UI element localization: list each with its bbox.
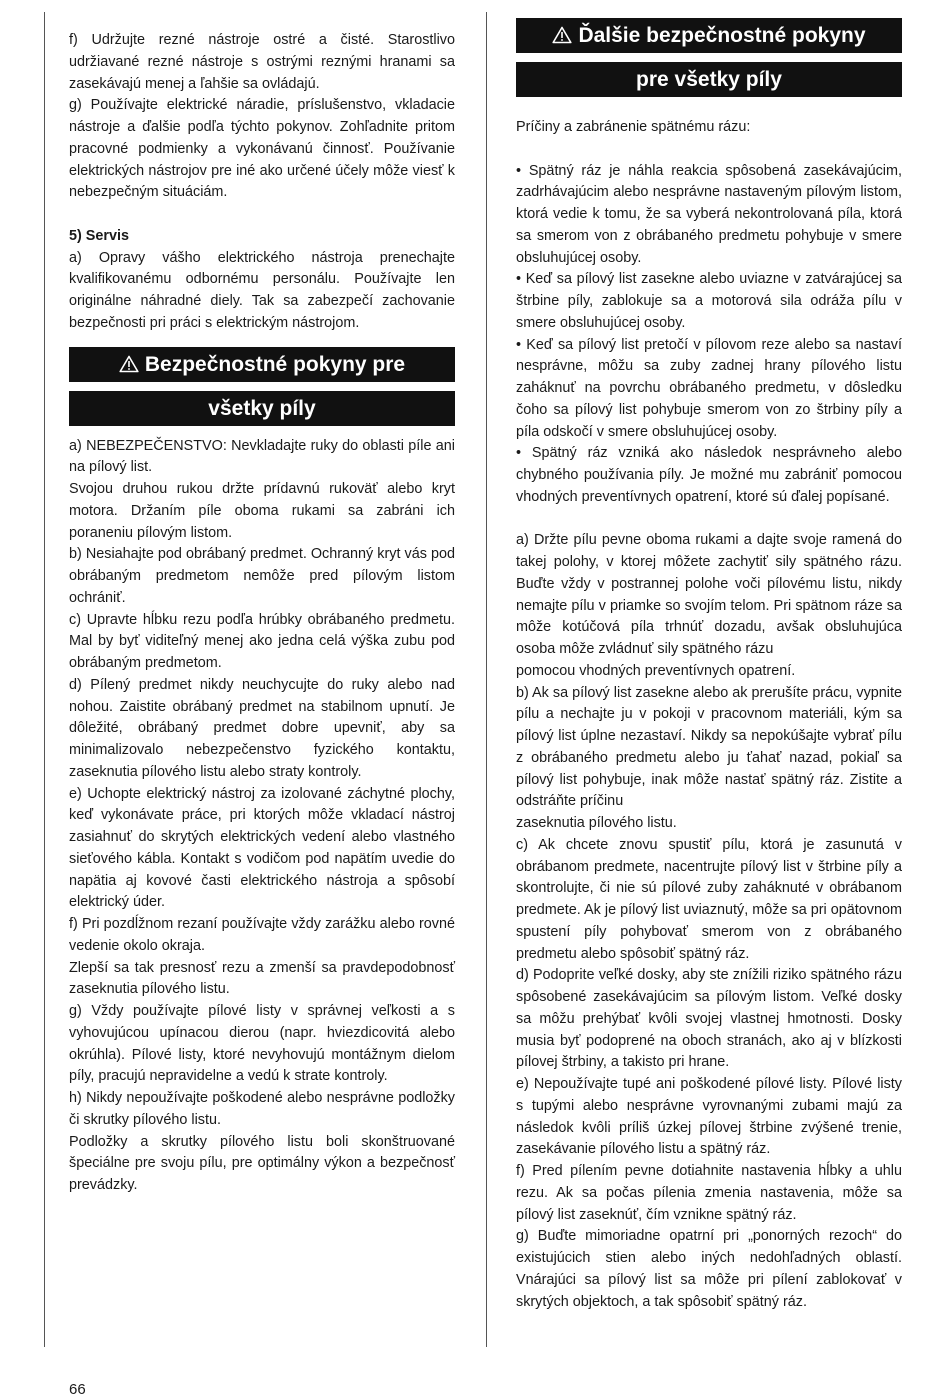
banner-line-1 [516,18,902,53]
paragraph: Svojou druhou rukou držte prídavnú rukoväť alebo kryt motora. Držaním píle oboma rukami sa zabráni ich poraneniu pílovým listom. [69,481,455,541]
paragraph: zaseknutia pílového listu. [516,815,677,831]
paragraph: g) Vždy používajte pílové listy v správnej veľkosti a s vyhovujúcou upínacou dierou (napr. hviezdicovitá alebo okrúhla). Pílové listy, ktoré nevyhovujú montážnym dielom píly, pracujú nepravidelne a vedú k strate kontroly. [69,1003,455,1085]
paragraph: f) Udržujte rezné nástroje ostré a čisté. Starostlivo udržiavané rezné nástroje s ostrými reznými hranami sa zasekávajú menej a ľahšie sa ovládajú. [69,32,455,92]
section-banner [69,347,455,426]
banner-line-2 [516,62,902,97]
paragraph: e) Nepoužívajte tupé ani poškodené pílové listy. Pílové listy s tupými alebo nesprávne vyrovnanými zubami majú za následok kvôli príliš úzkej pílovej štrbine zvýšené trenie, zasekávanie pílového listu a spätný ráz. [516,1076,902,1158]
bullet-item: • Keď sa pílový list pretočí v pílovom reze alebo sa nastaví nesprávne, môžu sa zuby zadnej hrany pílového listu zaháknuť na povrchu obrábaného predmetu, v dôsledku čoho sa pílový list pohybuje smerom von zo štrbiny píly a píla odskočí v smere obsluhujúcej osoby. [516,336,902,440]
intro-text: Príčiny a zabránenie spätnému rázu: [516,119,751,135]
bullet-item: • Spätný ráz vzniká ako následok nesprávneho alebo chybného používania píly. Je možné mu zabrániť pomocou vhodných preventívnych opatrení, ktoré sú ďalej popísané. [516,445,902,505]
bullet-item: • Spätný ráz je náhla reakcia spôsobená zasekávajúcim, zadrhávajúcim alebo nesprávne nastaveným pílovým listom, ktorá vedie k tomu, že sa vyberá nekontrolovaná píla, ktorá sa smerom von z obrábaného predmetu pohybuje v smere obsluhujúcej osoby. [516,162,902,266]
paragraph: d) Podoprite veľké dosky, aby ste znížili riziko spätného rázu spôsobené zasekávajúcim sa pílovým listom. Veľké dosky sa môžu prehýbať kvôli svojej vlastnej hmotnosti. Dosky musia byť podoprené na oboch stranách, ako aj v blízkosti pílovej štrbiny, a takisto pri hrane. [516,967,902,1071]
paragraph: c) Upravte hĺbku rezu podľa hrúbky obrábaného predmetu. Mal by byť viditeľný menej ako jedna celá výška zubu pod obrábaným predmetom. [69,611,455,671]
page-number: 66 [69,1381,86,1398]
paragraph: f) Pri pozdĺžnom rezaní používajte vždy zarážku alebo rovné vedenie okolo okraja. [69,916,455,954]
section-banner [516,18,902,97]
paragraph: d) Pílený predmet nikdy neuchycujte do ruky alebo nad nohou. Zaistite obrábaný predmet na stabilnom upnutí. Je dôležité, obrábaný predmet dobre upevniť, aby sa minimalizovalo nebezpečenstvo fyzického kontaktu, zaseknutia pílového listu alebo straty kontroly. [69,676,455,780]
bullet-item: • Keď sa pílový list zasekne alebo uviazne v zatvárajúcej sa štrbine píly, zablokuje sa a motorová sila odráža pílu v smere obsluhujúcej osoby. [516,271,902,331]
section-heading-servis: 5) Servis [69,227,130,244]
paragraph: pomocou vhodných preventívnych opatrení. [516,662,796,679]
left-column [69,30,455,1197]
paragraph: g) Používajte elektrické náradie, príslušenstvo, vkladacie nástroje a ďalšie podľa týchto pokynov. Zohľadnite pritom pracovné podmienky a vykonávanú činnosť. Používanie elektrických nástrojov pre iné ako určené účely môže viesť k nebezpečným situáciám. [69,97,455,201]
paragraph: a) Držte pílu pevne oboma rukami a dajte svoje ramená do takej polohy, v ktorej môžete zachytiť sily spätného rázu. Buďte vždy v postrannej polohe voči pílovému listu, nikdy nemajte pílu v priamke so svojím telom. Pri spätnom ráze sa môže kotúčová píla trhnúť dozadu, avšak obsluhujúca osoba môže zvládnuť sily spätného rázu [516,532,902,657]
column-divider-center [486,12,487,1347]
banner-subtitle: pre všetky píly [636,68,782,91]
column-divider-left [44,12,45,1347]
paragraph: b) Ak sa pílový list zasekne alebo ak prerušíte prácu, vypnite pílu a nechajte ju v pokoji v pracovnom materiáli, kým sa pílový list úplne nezastaví. Nikdy sa nepokúšajte vybrať pílu z obrábaného predmetu alebo ju ťahať nazad, pokiaľ sa pílový list pohybuje, inak môže nastať spätný ráz. Zistite a odstráňte príčinu [516,684,902,810]
paragraph: a) Opravy vášho elektrického nástroja prenechajte kvalifikovanému odbornému personálu. Používajte len originálne náhradné diely. Tak sa zabezpečí zachovanie bezpečnosti pri práci s elektrickým nástrojom. [69,249,455,331]
right-column [516,24,902,1313]
paragraph: b) Nesiahajte pod obrábaný predmet. Ochranný kryt vás pod obrábaným predmetom nemôže pred pílovým listom ochrániť. [69,546,455,606]
banner-title: Ďalšie bezpečnostné pokyny [578,24,866,47]
warning-triangle-icon [119,355,139,373]
paragraph: f) Pred pílením pevne dotiahnite nastavenia hĺbky a uhlu rezu. Ak sa počas pílenia zmenia nastavenia, môže sa pílový list zaseknúť, čím vznikne spätný ráz. [516,1163,902,1223]
paragraph: Podložky a skrutky pílového listu boli skonštruované špeciálne pre svoju pílu, pre optimálny výkon a bezpečnosť prevádzky. [69,1133,455,1193]
banner-title: Bezpečnostné pokyny pre [144,352,406,376]
paragraph: a) NEBEZPEČENSTVO: Nevkladajte ruky do oblasti píle ani na pílový list. [69,437,455,476]
banner-line-2 [69,391,455,426]
paragraph: c) Ak chcete znovu spustiť pílu, ktorá je zasunutá v obrábanom predmete, nacentrujte pílový list v štrbine píly a skontrolujte, či nie sú pílové zuby zaháknuté v obrábanom predmete. Ak je pílový list uviaznutý, môže sa pri opätovnom spustení píly pohybovať smerom von z obrábaného predmetu alebo spôsobiť spätný ráz. [516,836,902,962]
paragraph: g) Buďte mimoriadne opatrní pri „ponorných rezoch“ do existujúcich stien alebo iných nedohľadných oblastí. Vnárajúci sa pílový list sa môže pri pílení zablokovať v skrytých objektoch, a tak spôsobiť spätný ráz. [516,1228,902,1310]
paragraph: Zlepší sa tak presnosť rezu a zmenší sa pravdepodobnosť zaseknutia pílového listu. [69,959,455,998]
paragraph: e) Uchopte elektrický nástroj za izolované záchytné plochy, keď vykonávate práce, pri ktorých môže vkladací nástroj zasiahnuť do skrytých elektrických vedení alebo vlastného sieťového kábla. Kontakt s vodičom pod napätím uvedie do napätia aj kovové časti elektrického nástroja a spôsobí elektrický úder. [69,785,455,911]
banner-subtitle: všetky píly [208,396,316,420]
banner-line-1 [69,347,455,382]
warning-triangle-icon [552,26,572,44]
paragraph: h) Nikdy nepoužívajte poškodené alebo nesprávne podložky či skrutky pílového listu. [69,1090,455,1128]
